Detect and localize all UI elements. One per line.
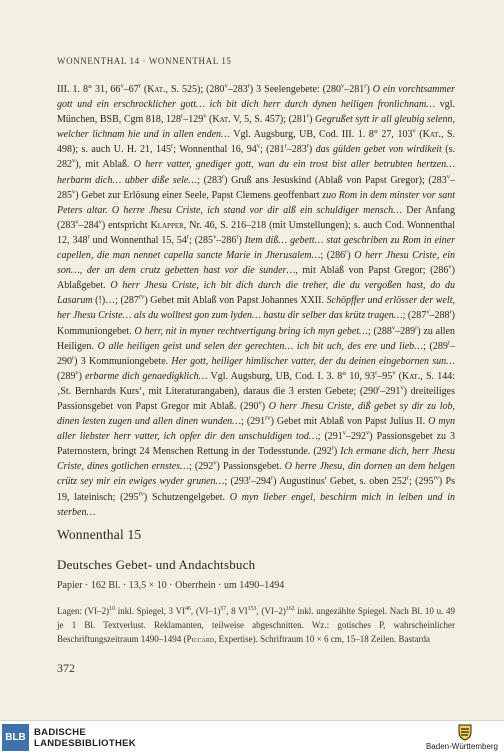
library-name-line2: LANDESBIBLIOTHEK: [34, 738, 136, 749]
codicological-description: Lagen: $(VI-2)^{10}$ inkl. Spiegel, 3 VI$^{46}$, $(VI-1)^{57}$, 8 VI$^{153}$, $(VI-2)^{162}$ inkl. ungezählte Spiegel. Nach Bl. 10 u. 49 je 1 Bl. Textverlust. Reklamanten, teilweise abgeschnitten. Wz.: gotisches P, wahrscheinlicher Beschriftungszeitraum 1490–1494 (Piccard, Expertise). Schriftraum 10 × 6 cm, 15–18 Zeilen. Bastarda: [57, 606, 455, 645]
library-name[interactable]: [34, 727, 136, 749]
section-title: Wonnenthal 15: [57, 527, 142, 542]
running-head: WONNENTHAL 14 · WONNENTHAL 15: [57, 56, 232, 66]
coat-of-arms-icon: [458, 723, 472, 741]
manuscript-metadata: Papier · 162 Bl. · 13,5 × 10 · Oberrhein · um 1490–1494: [57, 580, 285, 591]
entry-paragraph: III. 1. 8° 31, 66$^v$–67$^r$ (Kat., S. 525); (280$^v$–283$^r$) 3 Seelengebete: (280$^v$–281$^r$) O ein vorchtsammer gott und ein erschrocklicher gott… ich bit dich herr durch dynen heiligen fronlichnam… vgl. München, BSB, Cgm 818, 128$^r$–129$^v$ (Kat. V, 5, S. 457); (281$^r$) Gegrußet sytt ir all gleubig selenn, welcher lichnam hie und in allen enden… Vgl. Augsburg, UB, Cod. III. 1. 8° 27, 103$^v$ (Kat., S. 498); s. auch U. H. 21, 145$^r$; Wonnenthal 16, 94$^v$; (281$^r$–283$^r$) das gülden gebet von wirdikeit (s. 282$^v$), mit Ablaß. O herr vatter, gnediger gott, wan du ein trost bist aller betrubten hertzen… herbarm dich… ubber diße sele…; (283$^r$) Gruß ans Jesuskind (Ablaß von Papst Gregor); (283$^v$–285$^v$) Gebet zur Erlösung einer Seele, Papst Clemens geoffenbart zuo Rom in dem minster vor sant Peters altar. O herre Jhesu Criste, ich stand vor dir alß ein schuldiger mensch… Der Anfang (283$^v$–284$^v$) entspricht Klapper, Nr. 46, S. 216–218 (mit Umstellungen); s. auch Cod. Wonnenthal 12, 348$^r$ und Wonnenthal 15, 54$^r$; (285$^v$–286$^r$) Item diß… gebett… stat geschriben zu Rom in einer capellen, die man nennet capella sancte Marie in Jherusalem…; (286$^r$) O herr Jhesu Criste, ein son…, der an dem crutz gebetten hast vor die sunder…, mit Ablaß von Papst Gregor; (286$^v$) Ablaßgebet. O herr Jhesu Criste, ich bit dich durch die treher, die du vergoßen hast, do du Lasarum (!)…; $(287^{rv})$ Gebet mit Ablaß von Papst Johannes XXII. Schöpffer und erlösser der welt, her Jhesu Criste… als du wolltest gon zum lyden… hastu dir selber das krütz tragen…; (287$^v$–288$^r$) Kommuniongebet. O herr, nit in myner rechtvertigung bring ich myn gebet…; (288$^v$–289$^r$) zu allen Heiligen. O alle heiligen geist und selen der gerechten… ich bit uch, des ere und lieb…; (289$^r$–290$^r$) 3 Kommuniongebete. Her gott, heiliger himlischer vatter, der du deinen eingebornen sun… (289$^v$) erbarme dich genaedigklich… Vgl. Augsburg, UB, Cod. I. 3. 8° 10, 93$^r$–95$^v$ (Kat., S. 144: ‚St. Bernhards Kurs‘, mit Literaturangaben), daraus die 3 ersten Gebete; (290$^r$–291$^v$) dreiteiliges Passionsgebet von Papst Gregor mit Ablaß. (290$^v$) O herr Jhesu Criste, diß gebet sy dir zu lob, dinen lesten zugen und allen dinen wunden…; $(291^{rv})$ Gebet mit Ablaß von Papst Julius II. O myn aller liebster herr vatter, ich opfer dir den unschuldigen tod…; (291$^v$–292$^v$) Passionsgebet zu 3 Paternostern, bringt 24 Menschen Rettung in der Todesstunde. (292$^r$) Ich ermane dich, herr Jhesu Criste, dines gotlichen ernstes…; (292$^v$) Passionsgebet. O herre Jhesu, din dornen an dem helgen crütz sey mir ein ewiges wyder grunen…; (293$^r$–294$^r$) Augustinus' Gebet, s. oben 252$^r$; $(295^{rv})$ Ps 19, lateinisch; $(295^{rv})$ Schutzengelgebet. O myn lieber engel, beschirm mich in leiben und in sterben…: [57, 82, 456, 518]
state-name: Baden-Württemberg: [425, 742, 498, 751]
page-number: 372: [57, 661, 75, 675]
blb-logo[interactable]: [2, 724, 29, 751]
blb-logo-text: BLB: [5, 732, 26, 743]
footer-bar: [0, 720, 504, 754]
catalog-entry-text: [57, 82, 455, 520]
library-name-line1: BADISCHE: [34, 727, 87, 738]
work-title: Deutsches Gebet- und Andachtsbuch: [57, 557, 256, 572]
